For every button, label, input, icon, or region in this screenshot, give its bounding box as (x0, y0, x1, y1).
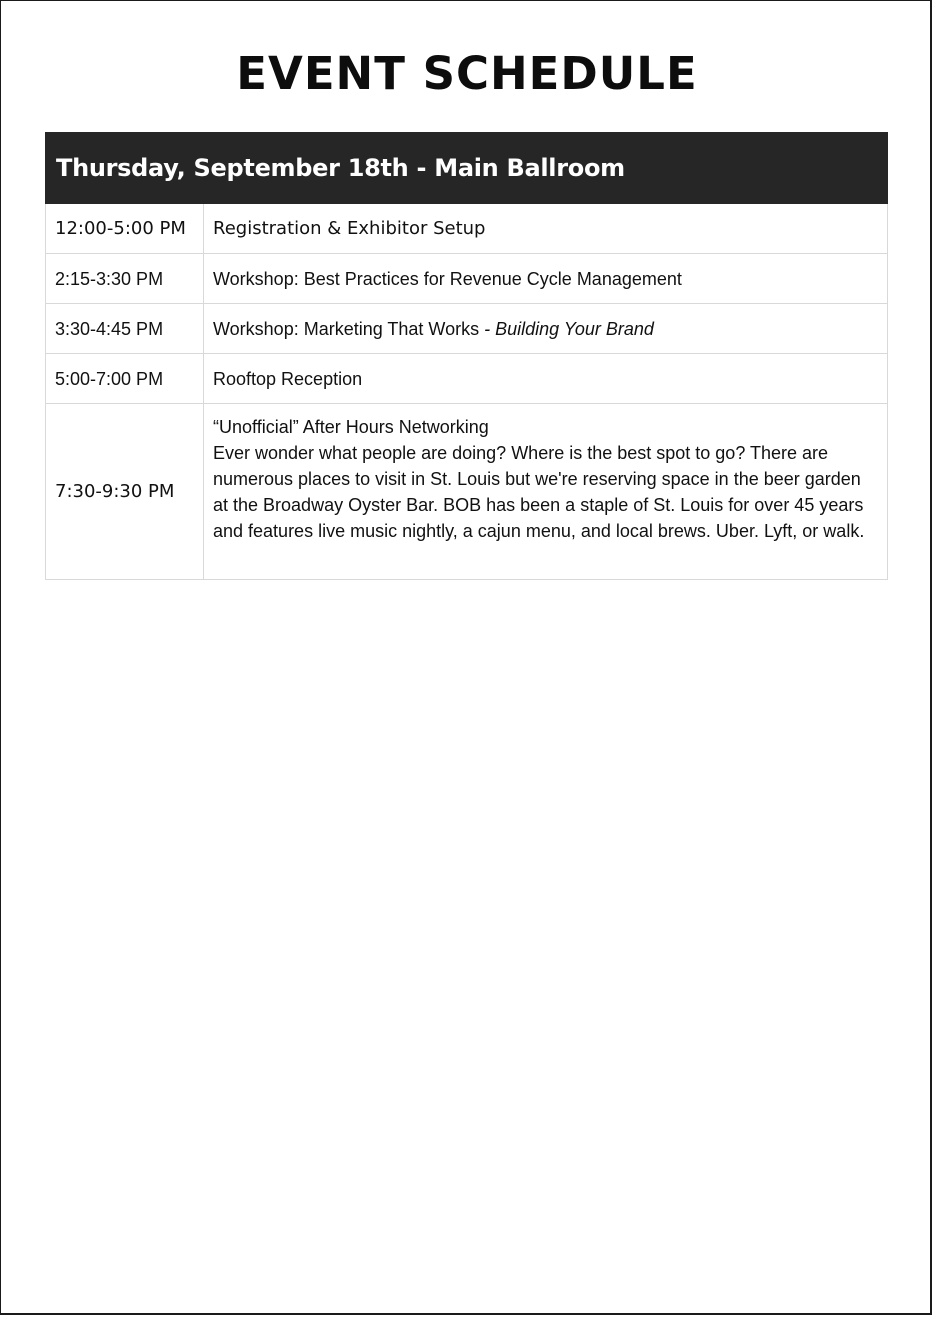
session-title: “Unofficial” After Hours Networking (213, 417, 489, 437)
day-header: Thursday, September 18th - Main Ballroom (46, 133, 888, 204)
schedule-row (46, 254, 888, 304)
session-title: Registration & Exhibitor Setup (204, 204, 888, 254)
session-time: 12:00-5:00 PM (46, 204, 204, 254)
page-title: EVENT SCHEDULE (236, 47, 698, 100)
session-time: 3:30-4:45 PM (46, 304, 204, 354)
schedule-row (46, 304, 888, 354)
session-title: Workshop: Marketing That Works (213, 318, 480, 339)
session-time: 2:15-3:30 PM (46, 254, 204, 304)
schedule-table (45, 132, 888, 580)
schedule-row (46, 204, 888, 254)
schedule-row (46, 354, 888, 404)
schedule-row (46, 404, 888, 580)
day-header-row (46, 133, 888, 204)
session-title: Workshop: Best Practices for Revenue Cycle Management (204, 254, 888, 304)
session-time: 5:00-7:00 PM (46, 354, 204, 404)
session-title: Rooftop Reception (204, 354, 888, 404)
session-detail-cell (204, 404, 888, 580)
session-title-suffix: - Building Your Brand (479, 318, 654, 339)
session-time: 7:30-9:30 PM (46, 404, 204, 580)
session-title-cell (204, 304, 888, 354)
session-description: Ever wonder what people are doing? Where is the best spot to go? There are numerous places to visit in St. Louis but we're reserving space in the beer garden at the Broadway Oyster Bar. BOB has been a staple of St. Louis for over 45 years and features live music nightly, a cajun menu, and local brews. Uber. Lyft, or walk. (213, 443, 865, 541)
